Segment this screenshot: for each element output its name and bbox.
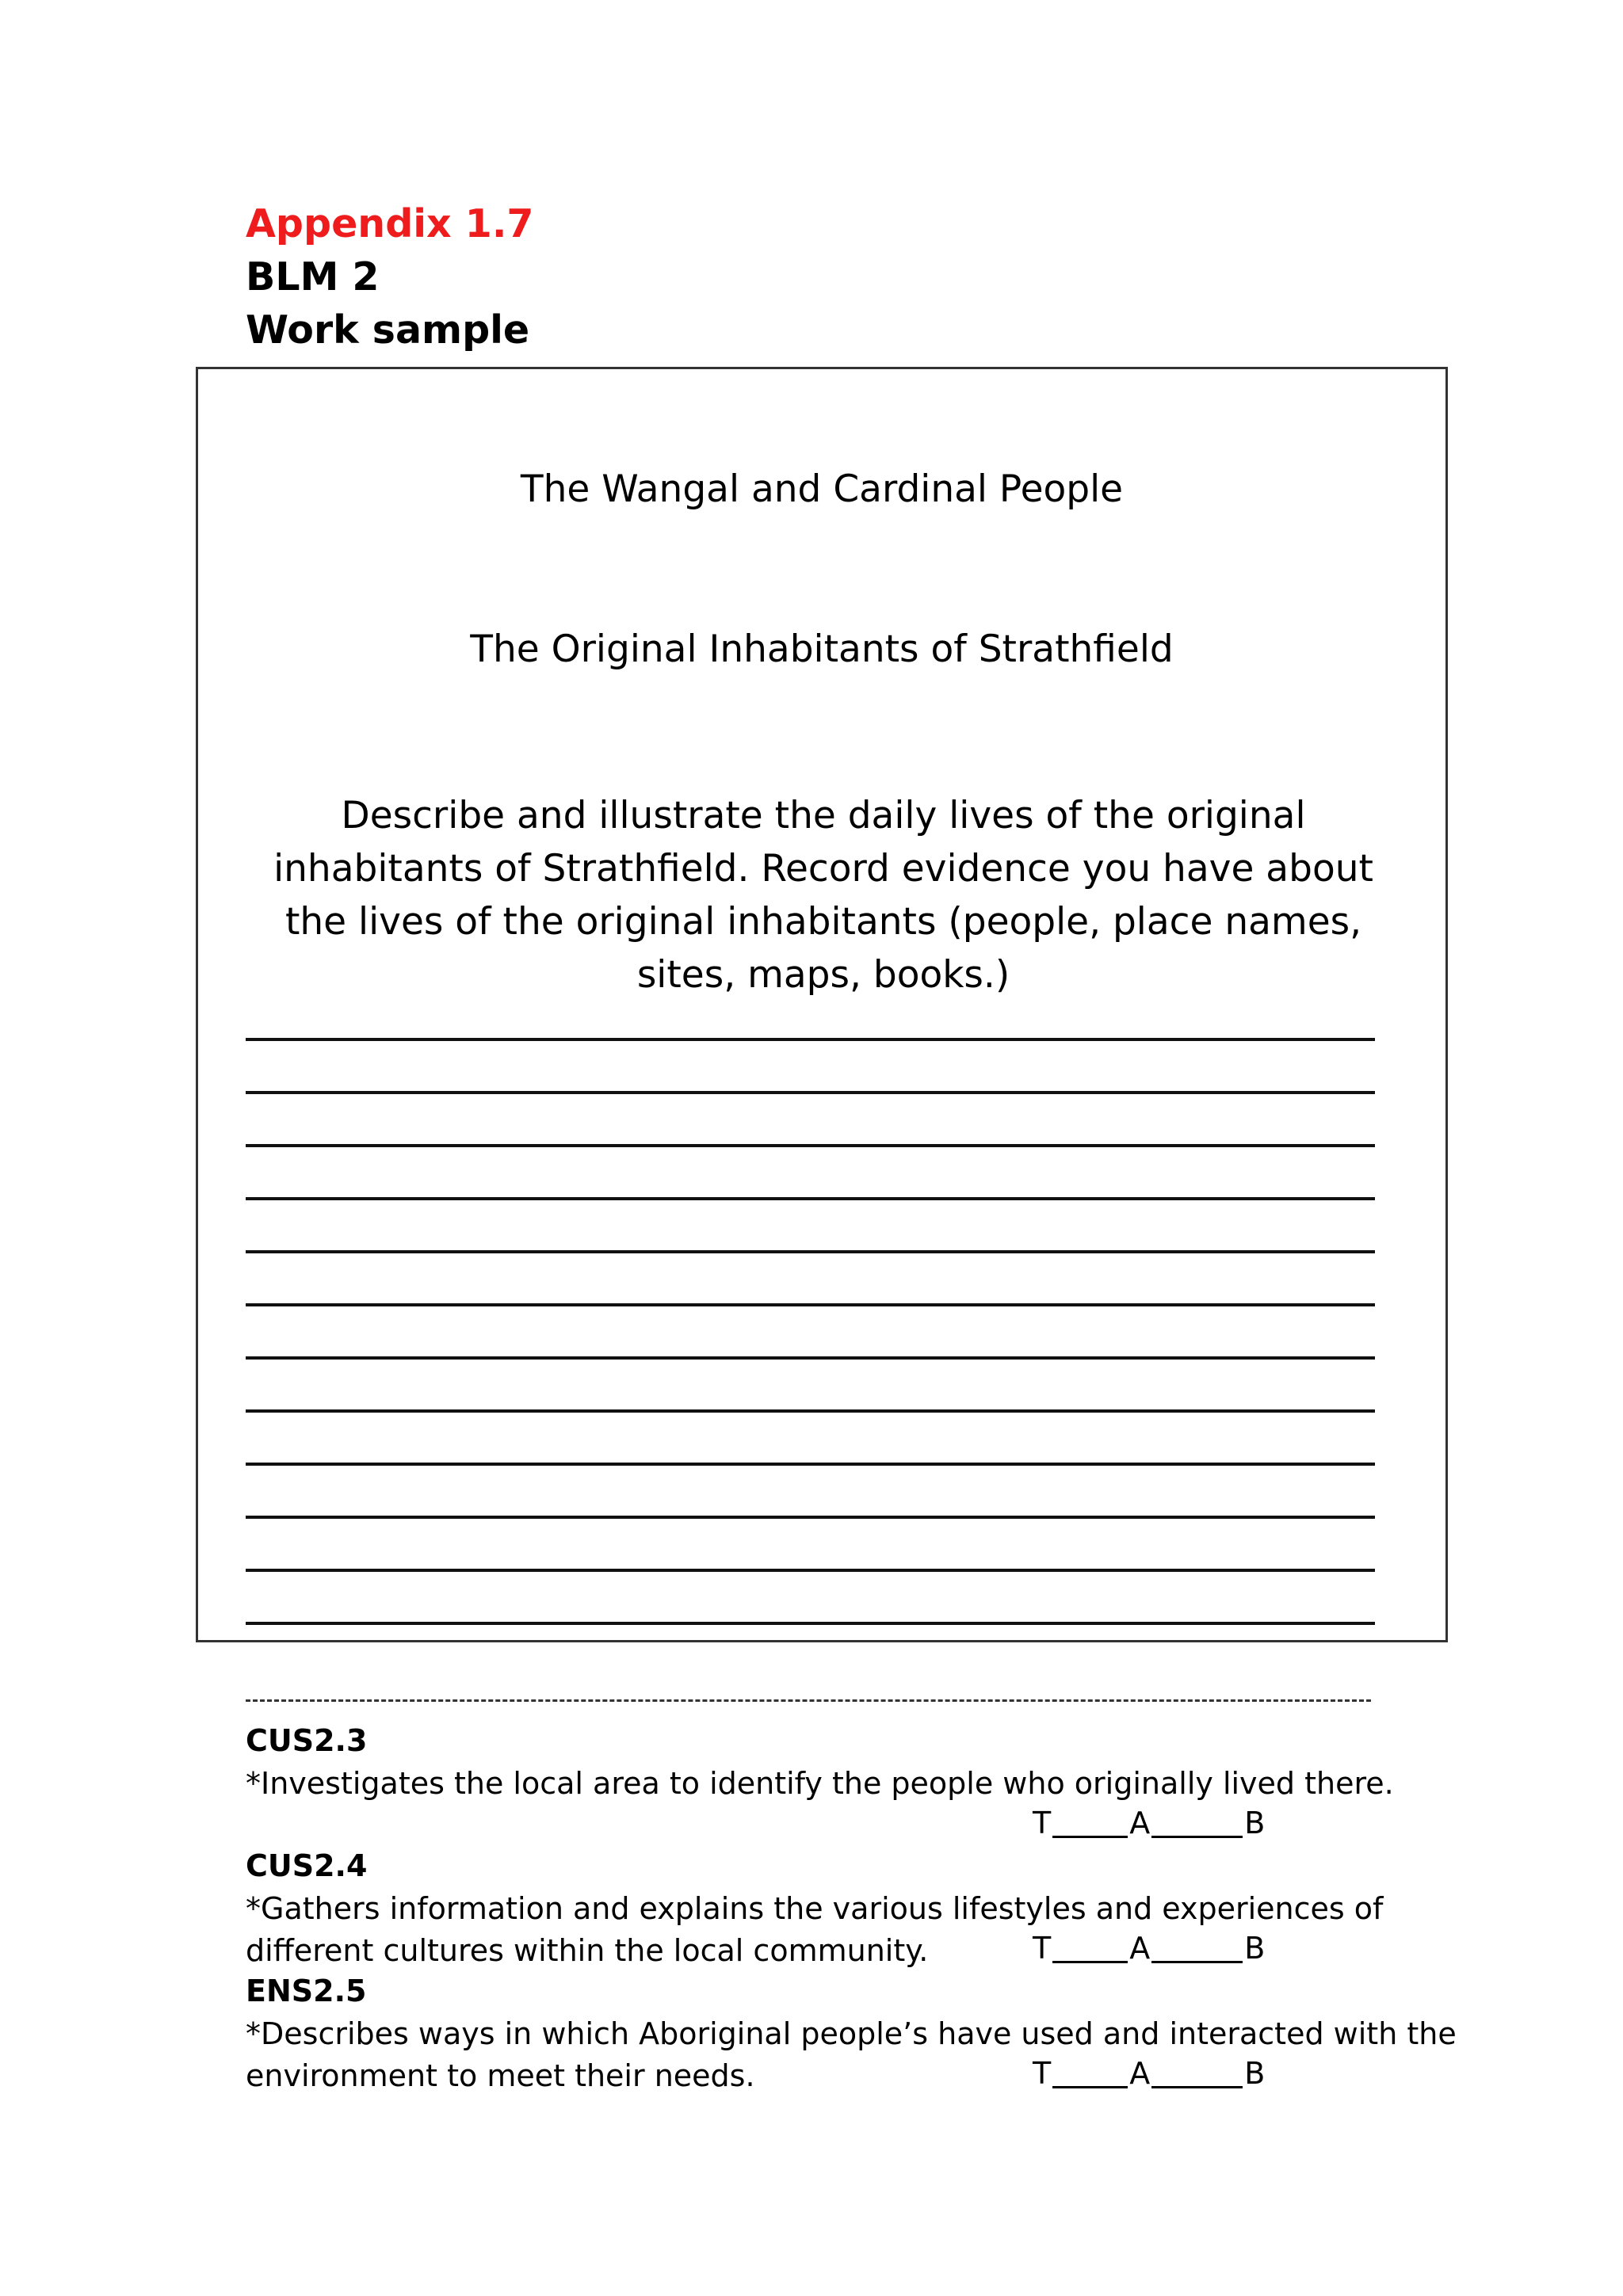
writing-line[interactable] — [246, 1409, 1375, 1413]
worksheet-instructions: Describe and illustrate the daily lives of the original inhabitants of Strathfield. Record evidence you have about the lives of the original inhabitants (people, place names, sites, maps, books.) — [273, 794, 1373, 997]
outcome-code-cus2-4: CUS2.4 — [246, 1848, 368, 1883]
outcome-text: *Gathers information and explains the various lifestyles and experiences of — [246, 1891, 1384, 1926]
rating-label-b: B — [1244, 1931, 1266, 1966]
writing-line[interactable] — [246, 1516, 1375, 1519]
rating-blank-t[interactable] — [1052, 2062, 1128, 2088]
dashed-separator — [246, 1699, 1371, 1702]
rating-blank-a[interactable] — [1151, 1937, 1243, 1963]
work-sample-label: Work sample — [246, 307, 530, 353]
rating-label-t: T — [1033, 1806, 1052, 1840]
writing-line[interactable] — [246, 1622, 1375, 1625]
rating-label-a: A — [1129, 1931, 1151, 1966]
rating-blank-a[interactable] — [1151, 1812, 1243, 1838]
rating-label-a: A — [1129, 1806, 1151, 1840]
rating-blank-t[interactable] — [1052, 1812, 1128, 1838]
writing-line[interactable] — [246, 1197, 1375, 1200]
appendix-label: Appendix 1.7 — [246, 201, 534, 246]
writing-line[interactable] — [246, 1569, 1375, 1572]
outcome-text: *Describes ways in which Aboriginal people’s have used and interacted with the — [246, 2016, 1457, 2051]
outcome-text: *Investigates the local area to identify the people who originally lived there. — [246, 1766, 1394, 1801]
rating-scale — [1033, 2056, 1266, 2091]
rating-label-b: B — [1244, 1806, 1266, 1840]
rating-scale — [1033, 1808, 1265, 1838]
writing-line[interactable] — [246, 1356, 1375, 1360]
writing-line[interactable] — [246, 1303, 1375, 1306]
worksheet-subtitle: The Original Inhabitants of Strathfield — [470, 627, 1174, 671]
outcome-code-ens2-5: ENS2.5 — [246, 1974, 367, 2008]
rating-label-t: T — [1033, 1931, 1052, 1966]
writing-lines — [246, 369, 1375, 1640]
blm-label: BLM 2 — [246, 254, 380, 299]
rating-scale — [1033, 1931, 1266, 1966]
writing-line[interactable] — [246, 1091, 1375, 1094]
writing-line[interactable] — [246, 1144, 1375, 1147]
outcome-text: different cultures within the local community. — [246, 1933, 929, 1968]
writing-line[interactable] — [246, 1038, 1375, 1041]
outcome-code-cus2-3: CUS2.3 — [246, 1723, 368, 1758]
rating-label-a: A — [1129, 2056, 1151, 2091]
worksheet-title: The Wangal and Cardinal People — [520, 467, 1124, 511]
writing-line[interactable] — [246, 1463, 1375, 1466]
rating-blank-t[interactable] — [1052, 1937, 1128, 1963]
rating-label-b: B — [1244, 2056, 1266, 2091]
writing-line[interactable] — [246, 1250, 1375, 1253]
worksheet-box — [196, 367, 1448, 1642]
outcome-text: environment to meet their needs. — [246, 2058, 755, 2093]
rating-label-t: T — [1033, 2056, 1052, 2091]
rating-blank-a[interactable] — [1151, 2062, 1243, 2088]
